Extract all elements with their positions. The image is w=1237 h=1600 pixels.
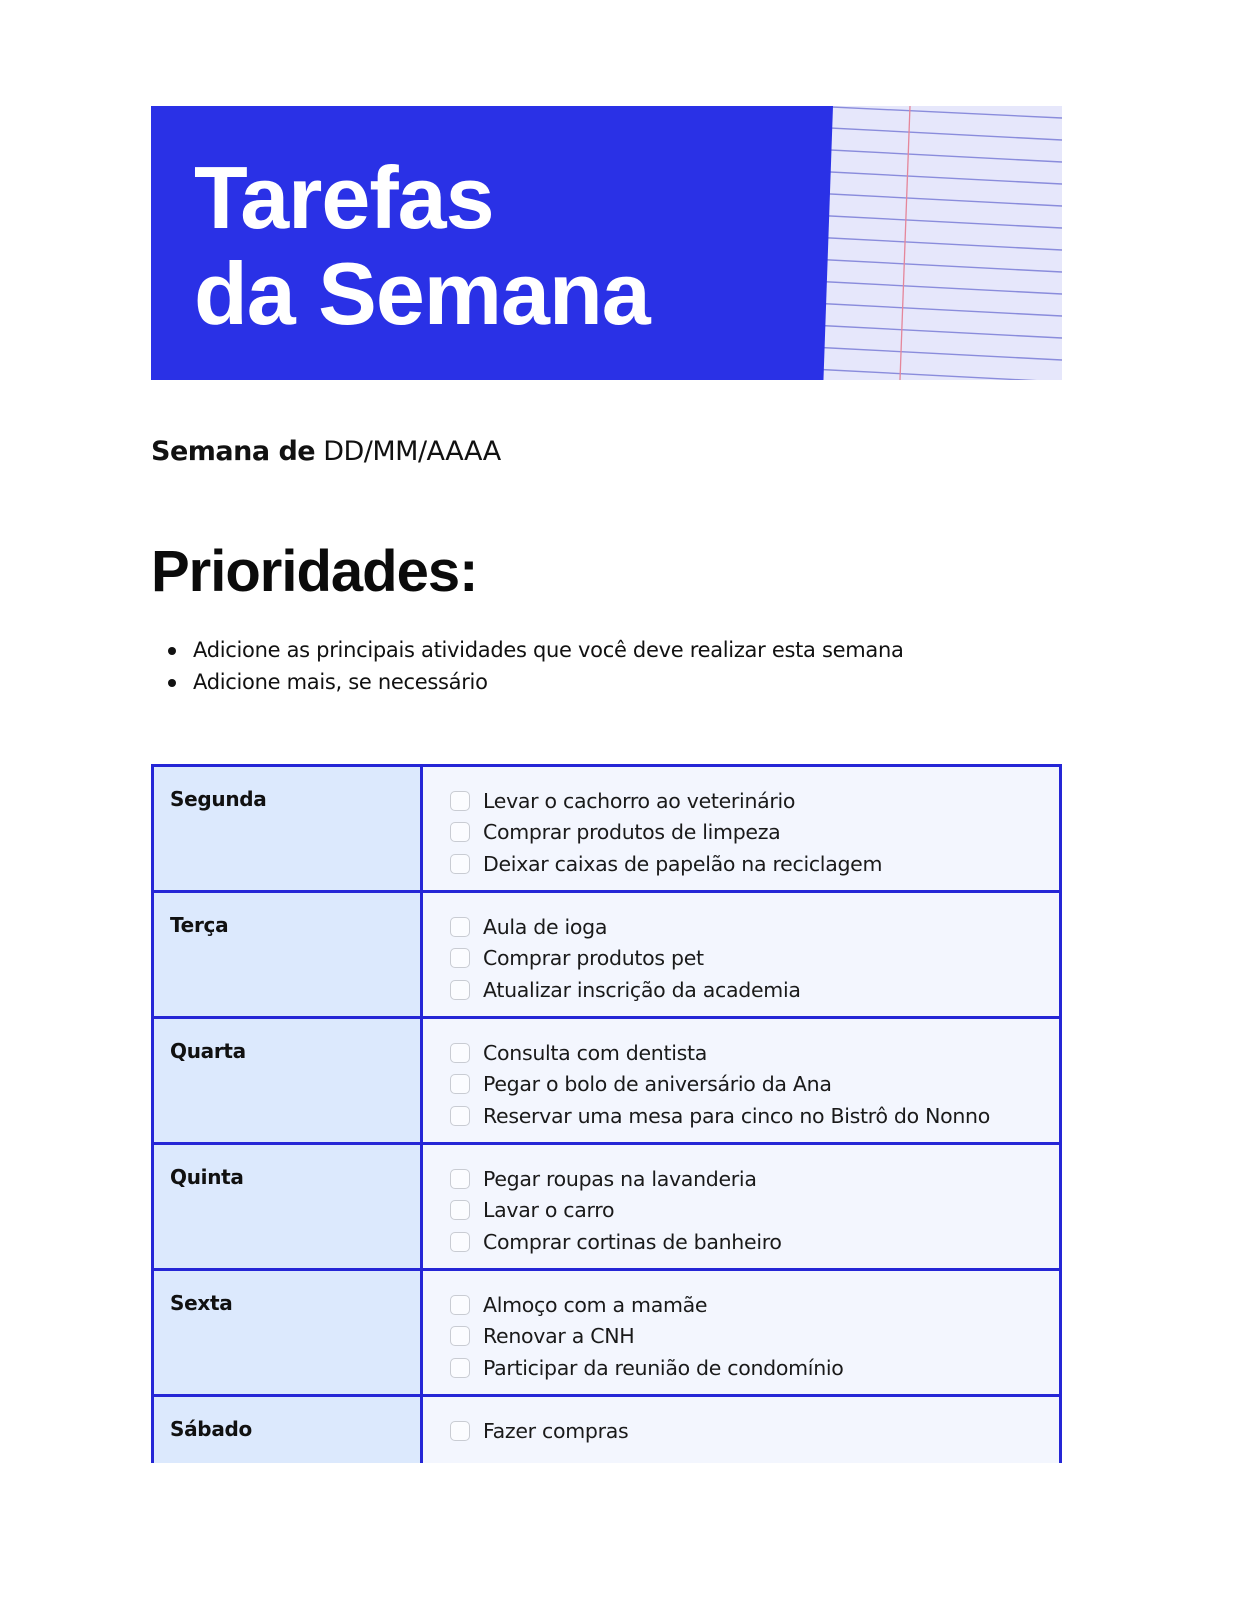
- task-item[interactable]: [450, 1100, 1059, 1132]
- task-label: Aula de ioga: [483, 914, 608, 939]
- day-name: Sábado: [170, 1417, 252, 1441]
- task-item[interactable]: [450, 785, 1059, 817]
- tasks-cell: [422, 766, 1061, 892]
- checkbox[interactable]: [450, 1074, 470, 1094]
- task-list: [423, 893, 1059, 1006]
- task-item[interactable]: [450, 1415, 1059, 1447]
- tasks-cell: [422, 892, 1061, 1018]
- task-list: [423, 1019, 1059, 1132]
- checkbox[interactable]: [450, 1358, 470, 1378]
- task-item[interactable]: [450, 1163, 1059, 1195]
- checkbox[interactable]: [450, 917, 470, 937]
- task-item[interactable]: [450, 1321, 1059, 1353]
- schedule-table: [151, 764, 1062, 1463]
- checkbox[interactable]: [450, 1106, 470, 1126]
- task-list: [423, 1271, 1059, 1384]
- day-cell: [153, 766, 422, 892]
- task-list: [423, 1145, 1059, 1258]
- week-of-line: [151, 436, 501, 467]
- day-cell: [153, 1144, 422, 1270]
- task-label: Pegar o bolo de aniversário da Ana: [483, 1072, 832, 1097]
- task-item[interactable]: [450, 1226, 1059, 1258]
- task-item[interactable]: [450, 1069, 1059, 1101]
- task-label: Consulta com dentista: [483, 1040, 707, 1065]
- tasks-cell: [422, 1018, 1061, 1144]
- priority-item: [166, 634, 904, 666]
- notebook-paper-illustration: [811, 106, 1062, 380]
- weekly-schedule: [151, 764, 1063, 1463]
- day-cell: [153, 1396, 422, 1464]
- task-item[interactable]: [450, 974, 1059, 1006]
- checkbox[interactable]: [450, 1169, 470, 1189]
- table-row-sexta: [153, 1270, 1061, 1396]
- checkbox[interactable]: [450, 1295, 470, 1315]
- task-label: Renovar a CNH: [483, 1324, 635, 1349]
- week-label: Semana de: [151, 436, 316, 467]
- table-row-segunda: [153, 766, 1061, 892]
- lined-paper-icon: [811, 106, 1062, 380]
- tasks-cell: [422, 1270, 1061, 1396]
- checkbox[interactable]: [450, 854, 470, 874]
- day-name: Segunda: [170, 787, 267, 811]
- title-line-1: Tarefas: [194, 148, 494, 247]
- table-row-terca: [153, 892, 1061, 1018]
- task-label: Pegar roupas na lavanderia: [483, 1166, 757, 1191]
- day-name: Quarta: [170, 1039, 246, 1063]
- checkbox[interactable]: [450, 822, 470, 842]
- checkbox[interactable]: [450, 1421, 470, 1441]
- task-item[interactable]: [450, 1195, 1059, 1227]
- task-label: Levar o cachorro ao veterinário: [483, 788, 796, 813]
- checkbox[interactable]: [450, 791, 470, 811]
- checkbox[interactable]: [450, 980, 470, 1000]
- task-label: Participar da reunião de condomínio: [483, 1355, 844, 1380]
- task-item[interactable]: [450, 1289, 1059, 1321]
- table-row-sabado: [153, 1396, 1061, 1464]
- task-list: [423, 767, 1059, 880]
- task-label: Comprar produtos de limpeza: [483, 820, 781, 845]
- task-label: Comprar produtos pet: [483, 946, 704, 971]
- week-date-value: DD/MM/AAAA: [323, 436, 501, 467]
- checkbox[interactable]: [450, 948, 470, 968]
- task-item[interactable]: [450, 943, 1059, 975]
- task-label: Comprar cortinas de banheiro: [483, 1229, 782, 1254]
- priority-item: [166, 666, 904, 698]
- bullet-icon: [168, 679, 176, 687]
- task-item[interactable]: [450, 1037, 1059, 1069]
- checkbox[interactable]: [450, 1232, 470, 1252]
- page-title: [194, 150, 650, 342]
- day-name: Sexta: [170, 1291, 233, 1315]
- tasks-cell: [422, 1144, 1061, 1270]
- bullet-icon: [168, 647, 176, 655]
- task-label: Atualizar inscrição da academia: [483, 977, 801, 1002]
- task-label: Lavar o carro: [483, 1198, 615, 1223]
- priority-text: Adicione as principais atividades que você deve realizar esta semana: [193, 638, 904, 662]
- table-row-quarta: [153, 1018, 1061, 1144]
- task-label: Deixar caixas de papelão na reciclagem: [483, 851, 883, 876]
- task-item[interactable]: [450, 1352, 1059, 1384]
- checkbox[interactable]: [450, 1043, 470, 1063]
- task-item[interactable]: [450, 848, 1059, 880]
- table-row-quinta: [153, 1144, 1061, 1270]
- day-name: Terça: [170, 913, 229, 937]
- day-cell: [153, 1270, 422, 1396]
- priorities-list: [166, 634, 904, 698]
- title-line-2: da Semana: [194, 244, 650, 343]
- task-list: [423, 1397, 1059, 1447]
- task-item[interactable]: [450, 911, 1059, 943]
- task-label: Fazer compras: [483, 1418, 629, 1443]
- tasks-cell: [422, 1396, 1061, 1464]
- day-name: Quinta: [170, 1165, 244, 1189]
- priorities-heading: Prioridades:: [151, 539, 478, 604]
- priority-text: Adicione mais, se necessário: [193, 670, 488, 694]
- day-cell: [153, 892, 422, 1018]
- checkbox[interactable]: [450, 1326, 470, 1346]
- day-cell: [153, 1018, 422, 1144]
- checkbox[interactable]: [450, 1200, 470, 1220]
- header-banner: [151, 106, 1062, 380]
- task-item[interactable]: [450, 817, 1059, 849]
- task-label: Almoço com a mamãe: [483, 1292, 708, 1317]
- task-label: Reservar uma mesa para cinco no Bistrô do Nonno: [483, 1103, 990, 1128]
